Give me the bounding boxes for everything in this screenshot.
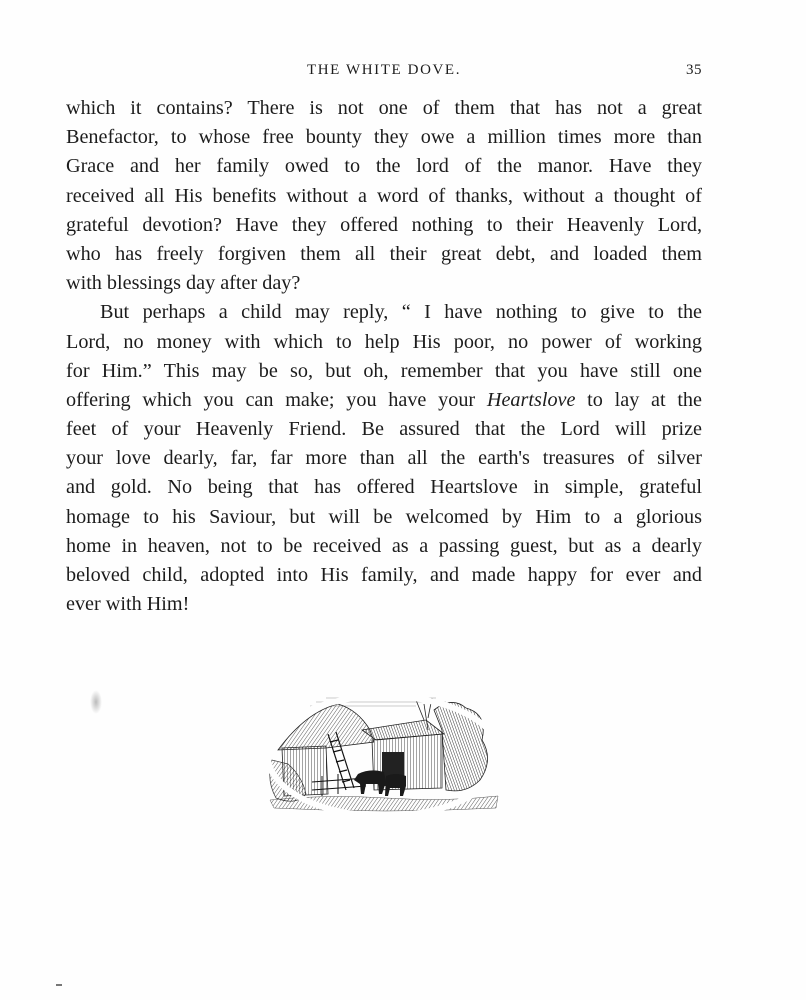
text-line-with-italic <box>66 386 702 415</box>
text-line: But perhaps a child may reply, “ I have nothing to give to the <box>100 301 702 324</box>
paragraph-2 <box>66 298 702 619</box>
text-line: received all His benefits without a word of thanks, without a thought of <box>66 184 702 207</box>
text-line: feet of your Heavenly Friend. Be assured that the Lord will prize <box>66 418 702 441</box>
text-line: home in heaven, not to be received as a passing guest, but as a dearly <box>66 534 702 557</box>
farmyard-barn-cattle-engraving-icon <box>266 690 502 814</box>
text-line: Benefactor, to whose free bounty they owe a million times more than <box>66 126 702 149</box>
text-line: beloved child, adopted into His family, and made happy for ever and <box>66 564 702 586</box>
running-head <box>66 60 702 82</box>
body-text <box>66 94 702 619</box>
italic-word-heartslove: Heartslove <box>486 388 576 411</box>
text-line: ever with Him! <box>66 593 190 616</box>
text-line: and gold. No being that has offered Heartslove in simple, grateful <box>66 476 702 499</box>
text-line: who has freely forgiven them all their great debt, and loaded them <box>66 242 702 265</box>
text-line: which it contains? There is not one of them that has not a great <box>66 97 702 119</box>
page-mark <box>56 984 62 986</box>
text-line: homage to his Saviour, but will be welcomed by Him to a glorious <box>66 505 702 528</box>
text-line: for Him.” This may be so, but oh, remember that you have still one <box>66 359 702 382</box>
text-line: Lord, no money with which to help His poor, no power of working <box>66 330 702 353</box>
ink-smudge <box>90 690 102 714</box>
text-line: Grace and her family owed to the lord of the manor. Have they <box>66 155 702 178</box>
paragraph-1 <box>66 94 702 298</box>
text-segment: offering which you can make; you have your <box>66 388 487 411</box>
text-line: your love dearly, far, far more than all the earth's treasures of silver <box>66 447 702 470</box>
text-line: grateful devotion? Have they offered nothing to their Heavenly Lord, <box>66 213 702 236</box>
text-segment: to lay at the <box>575 388 702 411</box>
running-title: THE WHITE DOVE. <box>306 62 462 78</box>
page-number: 35 <box>686 62 702 78</box>
text-line: with blessings day after day? <box>66 272 301 295</box>
